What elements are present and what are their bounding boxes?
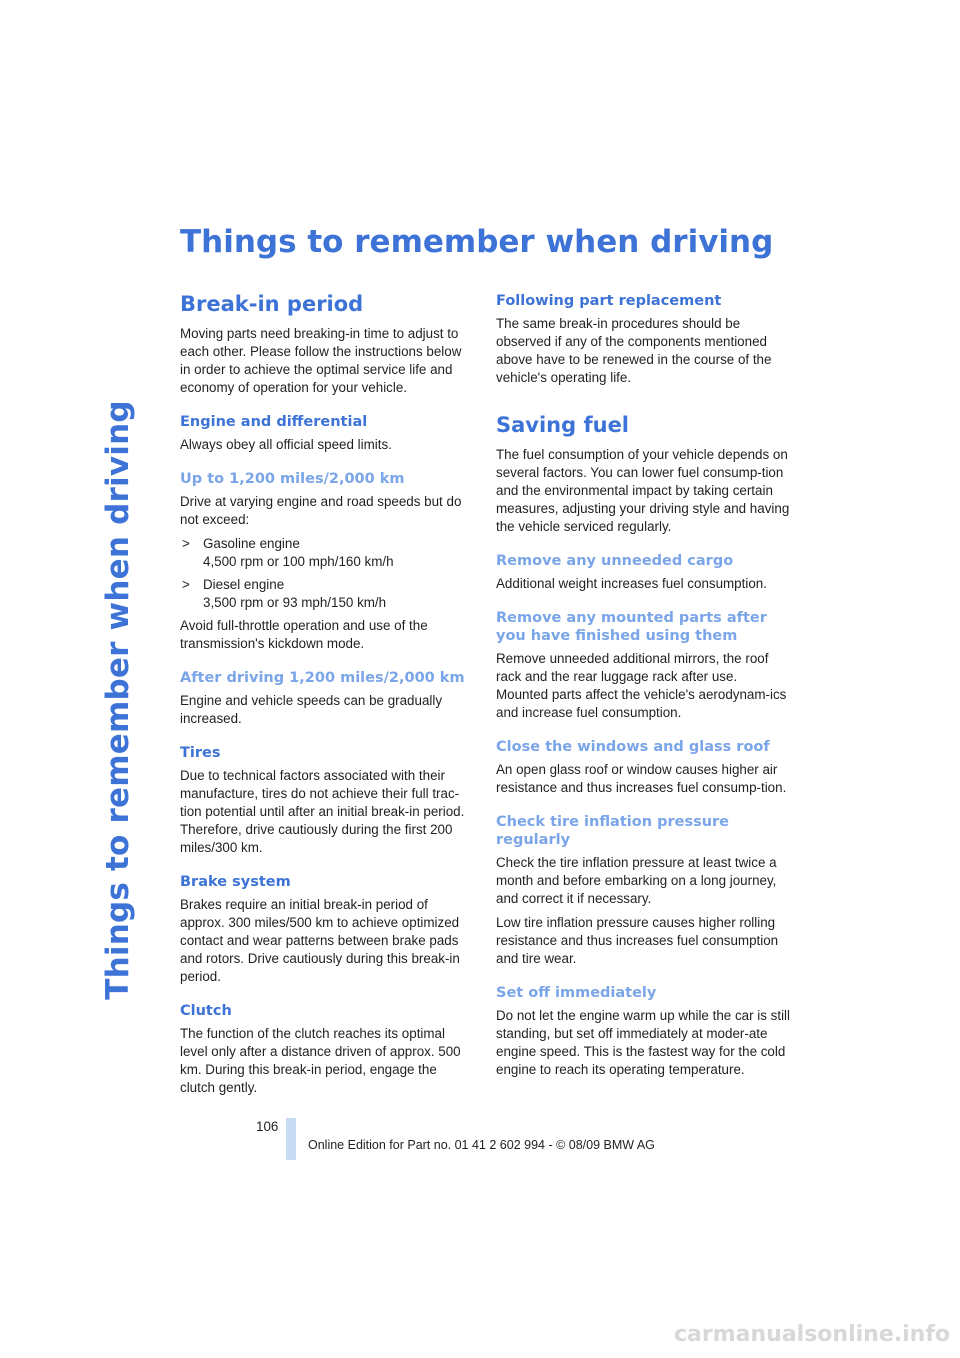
- subheading-up-to: Up to 1,200 miles/2,000 km: [180, 471, 405, 488]
- subheading-clutch: Clutch: [180, 1003, 232, 1020]
- bullet-line: Gasoline engine: [203, 536, 300, 552]
- subheading-tire-pressure: Check tire inflation pressure regularly: [496, 814, 730, 849]
- side-chapter-title-text: Things to remember when driving: [100, 400, 136, 1000]
- footer-accent-bar: [286, 1118, 296, 1160]
- set-off-text: Do not let the engine warm up while the car is still standing, but set off immediately at moder-ate engine speed. This is the fastest way for the cold engine to reach its operating temperature.: [496, 1008, 790, 1078]
- tire-pressure-text-2: Low tire inflation pressure causes higher rolling resistance and thus increases fuel consumption and tire wear.: [496, 915, 779, 967]
- up-to-after-text: Avoid full-throttle operation and use of the transmission's kickdown mode.: [180, 618, 428, 652]
- up-to-text: Drive at varying engine and road speeds but do not exceed:: [180, 494, 462, 528]
- subheading-engine: Engine and differential: [180, 414, 368, 431]
- windows-text: An open glass roof or window causes higher air resistance and thus increases fuel consump-tion.: [496, 762, 787, 796]
- clutch-text: The function of the clutch reaches its optimal level only after a distance driven of approx. 500 km. During this break-in period, engage the clutch gently.: [180, 1026, 461, 1096]
- page-number: 106: [256, 1119, 279, 1134]
- subheading-tires: Tires: [180, 745, 221, 762]
- subheading-set-off: Set off immediately: [496, 985, 657, 1002]
- subheading-brake-system: Brake system: [180, 874, 291, 891]
- subheading-mounted-parts: Remove any mounted parts after you have finished using them: [496, 610, 767, 645]
- bullet-line: Diesel engine: [203, 577, 285, 593]
- subheading-windows: Close the windows and glass roof: [496, 739, 770, 756]
- following-part-text: The same break-in procedures should be observed if any of the components mentioned above have to be renewed in the course of the vehicle's operating life.: [496, 316, 772, 385]
- after-driving-text: Engine and vehicle speeds can be gradually increased.: [180, 693, 443, 727]
- saving-fuel-text: The fuel consumption of your vehicle depends on several factors. You can lower fuel consump-tion and the environmental impact by taking certain measures, adjusting your driving style and having the vehicle serviced regularly.: [496, 447, 790, 535]
- mounted-parts-text: Remove unneeded additional mirrors, the roof rack and the rear luggage rack after use. Mounted parts affect the vehicle's aerodynam-ics and increase fuel consumption.: [496, 651, 787, 721]
- subheading-following-part: Following part replacement: [496, 293, 722, 309]
- right-column: [496, 292, 790, 1085]
- left-column: [180, 292, 474, 1103]
- bullet-item-gasoline: [180, 535, 474, 571]
- footer-edition: Online Edition for Part no. 01 41 2 602 994 - © 08/09 BMW AG: [308, 1138, 655, 1152]
- bullet-marker: >: [182, 577, 190, 593]
- watermark: carmanualsonline.info: [674, 1322, 950, 1347]
- bullet-line: 3,500 rpm or 93 mph/150 km/h: [203, 595, 387, 611]
- subheading-unneeded-cargo: Remove any unneeded cargo: [496, 553, 734, 570]
- bullet-marker: >: [182, 536, 190, 552]
- brake-system-text: Brakes require an initial break-in period of approx. 300 miles/500 km to achieve optimized contact and wear patterns between brake pads and rotors. Drive cautiously during this break-in period.: [180, 897, 460, 985]
- subheading-after-driving: After driving 1,200 miles/2,000 km: [180, 670, 465, 687]
- section-heading-break-in: Break-in period: [180, 292, 364, 316]
- tires-text: Due to technical factors associated with their manufacture, tires do not achieve their full trac-tion potential until after an initial break-in period. Therefore, drive cautiously during the first 200 miles/300 km.: [180, 768, 465, 856]
- section-heading-saving-fuel: Saving fuel: [496, 413, 630, 437]
- engine-text: Always obey all official speed limits.: [180, 437, 392, 453]
- bullet-line: 4,500 rpm or 100 mph/160 km/h: [203, 554, 394, 570]
- bullet-item-diesel: [180, 576, 474, 612]
- unneeded-cargo-text: Additional weight increases fuel consumption.: [496, 576, 767, 592]
- page-title: Things to remember when driving: [180, 224, 774, 260]
- break-in-intro: Moving parts need breaking-in time to adjust to each other. Please follow the instructions below in order to achieve the optimal service life and economy of operation for your vehicle.: [180, 326, 462, 396]
- tire-pressure-text-1: Check the tire inflation pressure at least twice a month and before embarking on a long journey, and correct it if necessary.: [496, 855, 777, 907]
